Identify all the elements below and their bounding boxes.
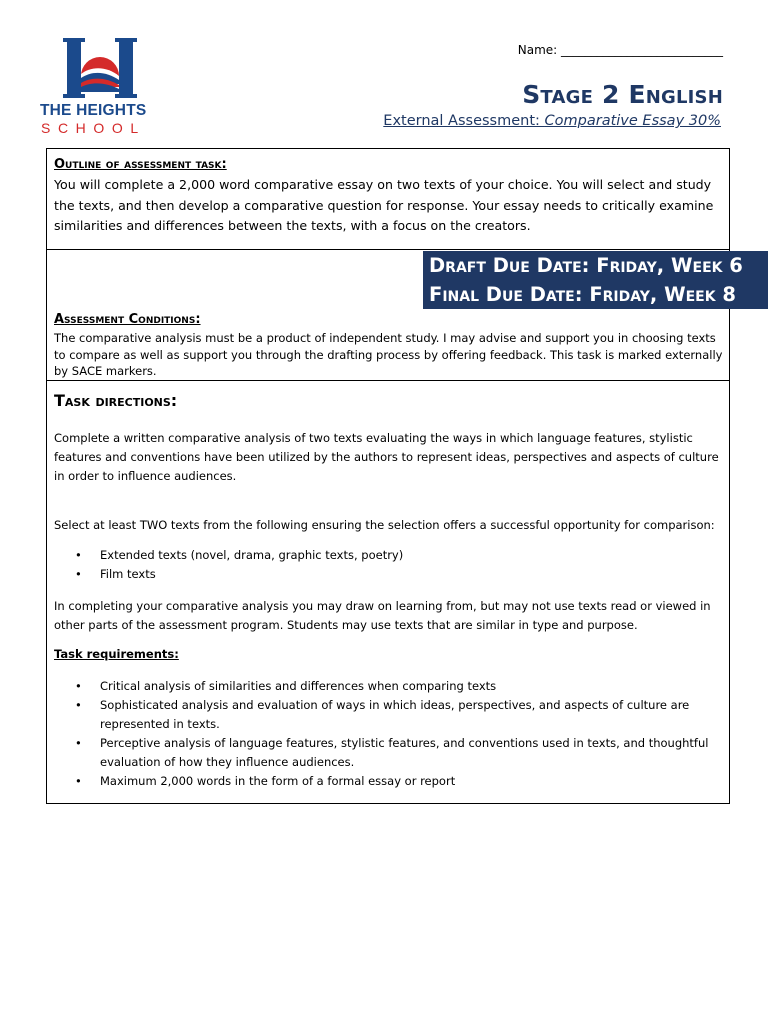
- list-item: • Film texts: [47, 565, 723, 584]
- requirements-list: [47, 677, 723, 791]
- logo-name-text: THE HEIGHTS: [40, 102, 147, 119]
- page-title: Stage 2 English: [522, 80, 723, 109]
- requirements-heading: Task requirements:: [54, 647, 179, 661]
- list-item: • Perceptive analysis of language features, stylistic features, and conventions used in texts, and thoughtful evaluation of how they influence audiences.: [47, 734, 723, 772]
- draft-due-date: Draft Due Date: Friday, Week 6: [429, 254, 743, 277]
- school-logo: [38, 36, 164, 138]
- outline-heading: Outline of assessment task:: [54, 157, 227, 172]
- conditions-text: The comparative analysis must be a product of independent study. I may advise and support you in choosing texts to compare as well as support you through the drafting process by offering feedback. This task is marked externally by SACE markers.: [54, 331, 723, 378]
- list-item: • Critical analysis of similarities and differences when comparing texts: [47, 677, 723, 696]
- directions-paragraph-3: In completing your comparative analysis you may draw on learning from, but may not use texts read or viewed in other parts of the assessment program. Students may use texts that are similar in type and purpose.: [54, 599, 711, 632]
- subtitle-italic: Comparative Essay 30%: [544, 113, 721, 129]
- text-types-list: [47, 546, 723, 584]
- student-name-field[interactable]: Name: ___________________________: [517, 43, 723, 57]
- outline-text: You will complete a 2,000 word comparative essay on two texts of your choice. You will select and study the texts, and then develop a comparative question for response. Your essay needs to critically examine similarities and differences between the texts, with a focus on the creators.: [54, 177, 714, 233]
- list-item: • Sophisticated analysis and evaluation of ways in which ideas, perspectives, and aspects of culture are represented in texts.: [47, 696, 723, 734]
- list-item: • Maximum 2,000 words in the form of a formal essay or report: [47, 772, 723, 791]
- directions-paragraph-1: Complete a written comparative analysis of two texts evaluating the ways in which language features, stylistic features and conventions have been utilized by the authors to represent ideas, perspectives and aspects of culture in order to influence audiences.: [54, 431, 719, 483]
- directions-section: [46, 380, 730, 804]
- directions-paragraph-2: Select at least TWO texts from the following ensuring the selection offers a successful opportunity for comparison:: [54, 518, 715, 532]
- due-dates-banner: [423, 251, 768, 309]
- subtitle-prefix: External Assessment:: [383, 113, 545, 129]
- list-item: • Extended texts (novel, drama, graphic texts, poetry): [47, 546, 723, 565]
- page-subtitle: [383, 113, 721, 129]
- outline-section: [46, 148, 730, 250]
- logo-school-text: SCHOOL: [41, 120, 146, 136]
- conditions-heading: Assessment Conditions:: [54, 312, 201, 327]
- directions-heading: Task directions:: [54, 391, 178, 410]
- conditions-section: [46, 249, 743, 380]
- school-crest-icon: [63, 36, 137, 102]
- final-due-date: Final Due Date: Friday, Week 8: [429, 283, 736, 306]
